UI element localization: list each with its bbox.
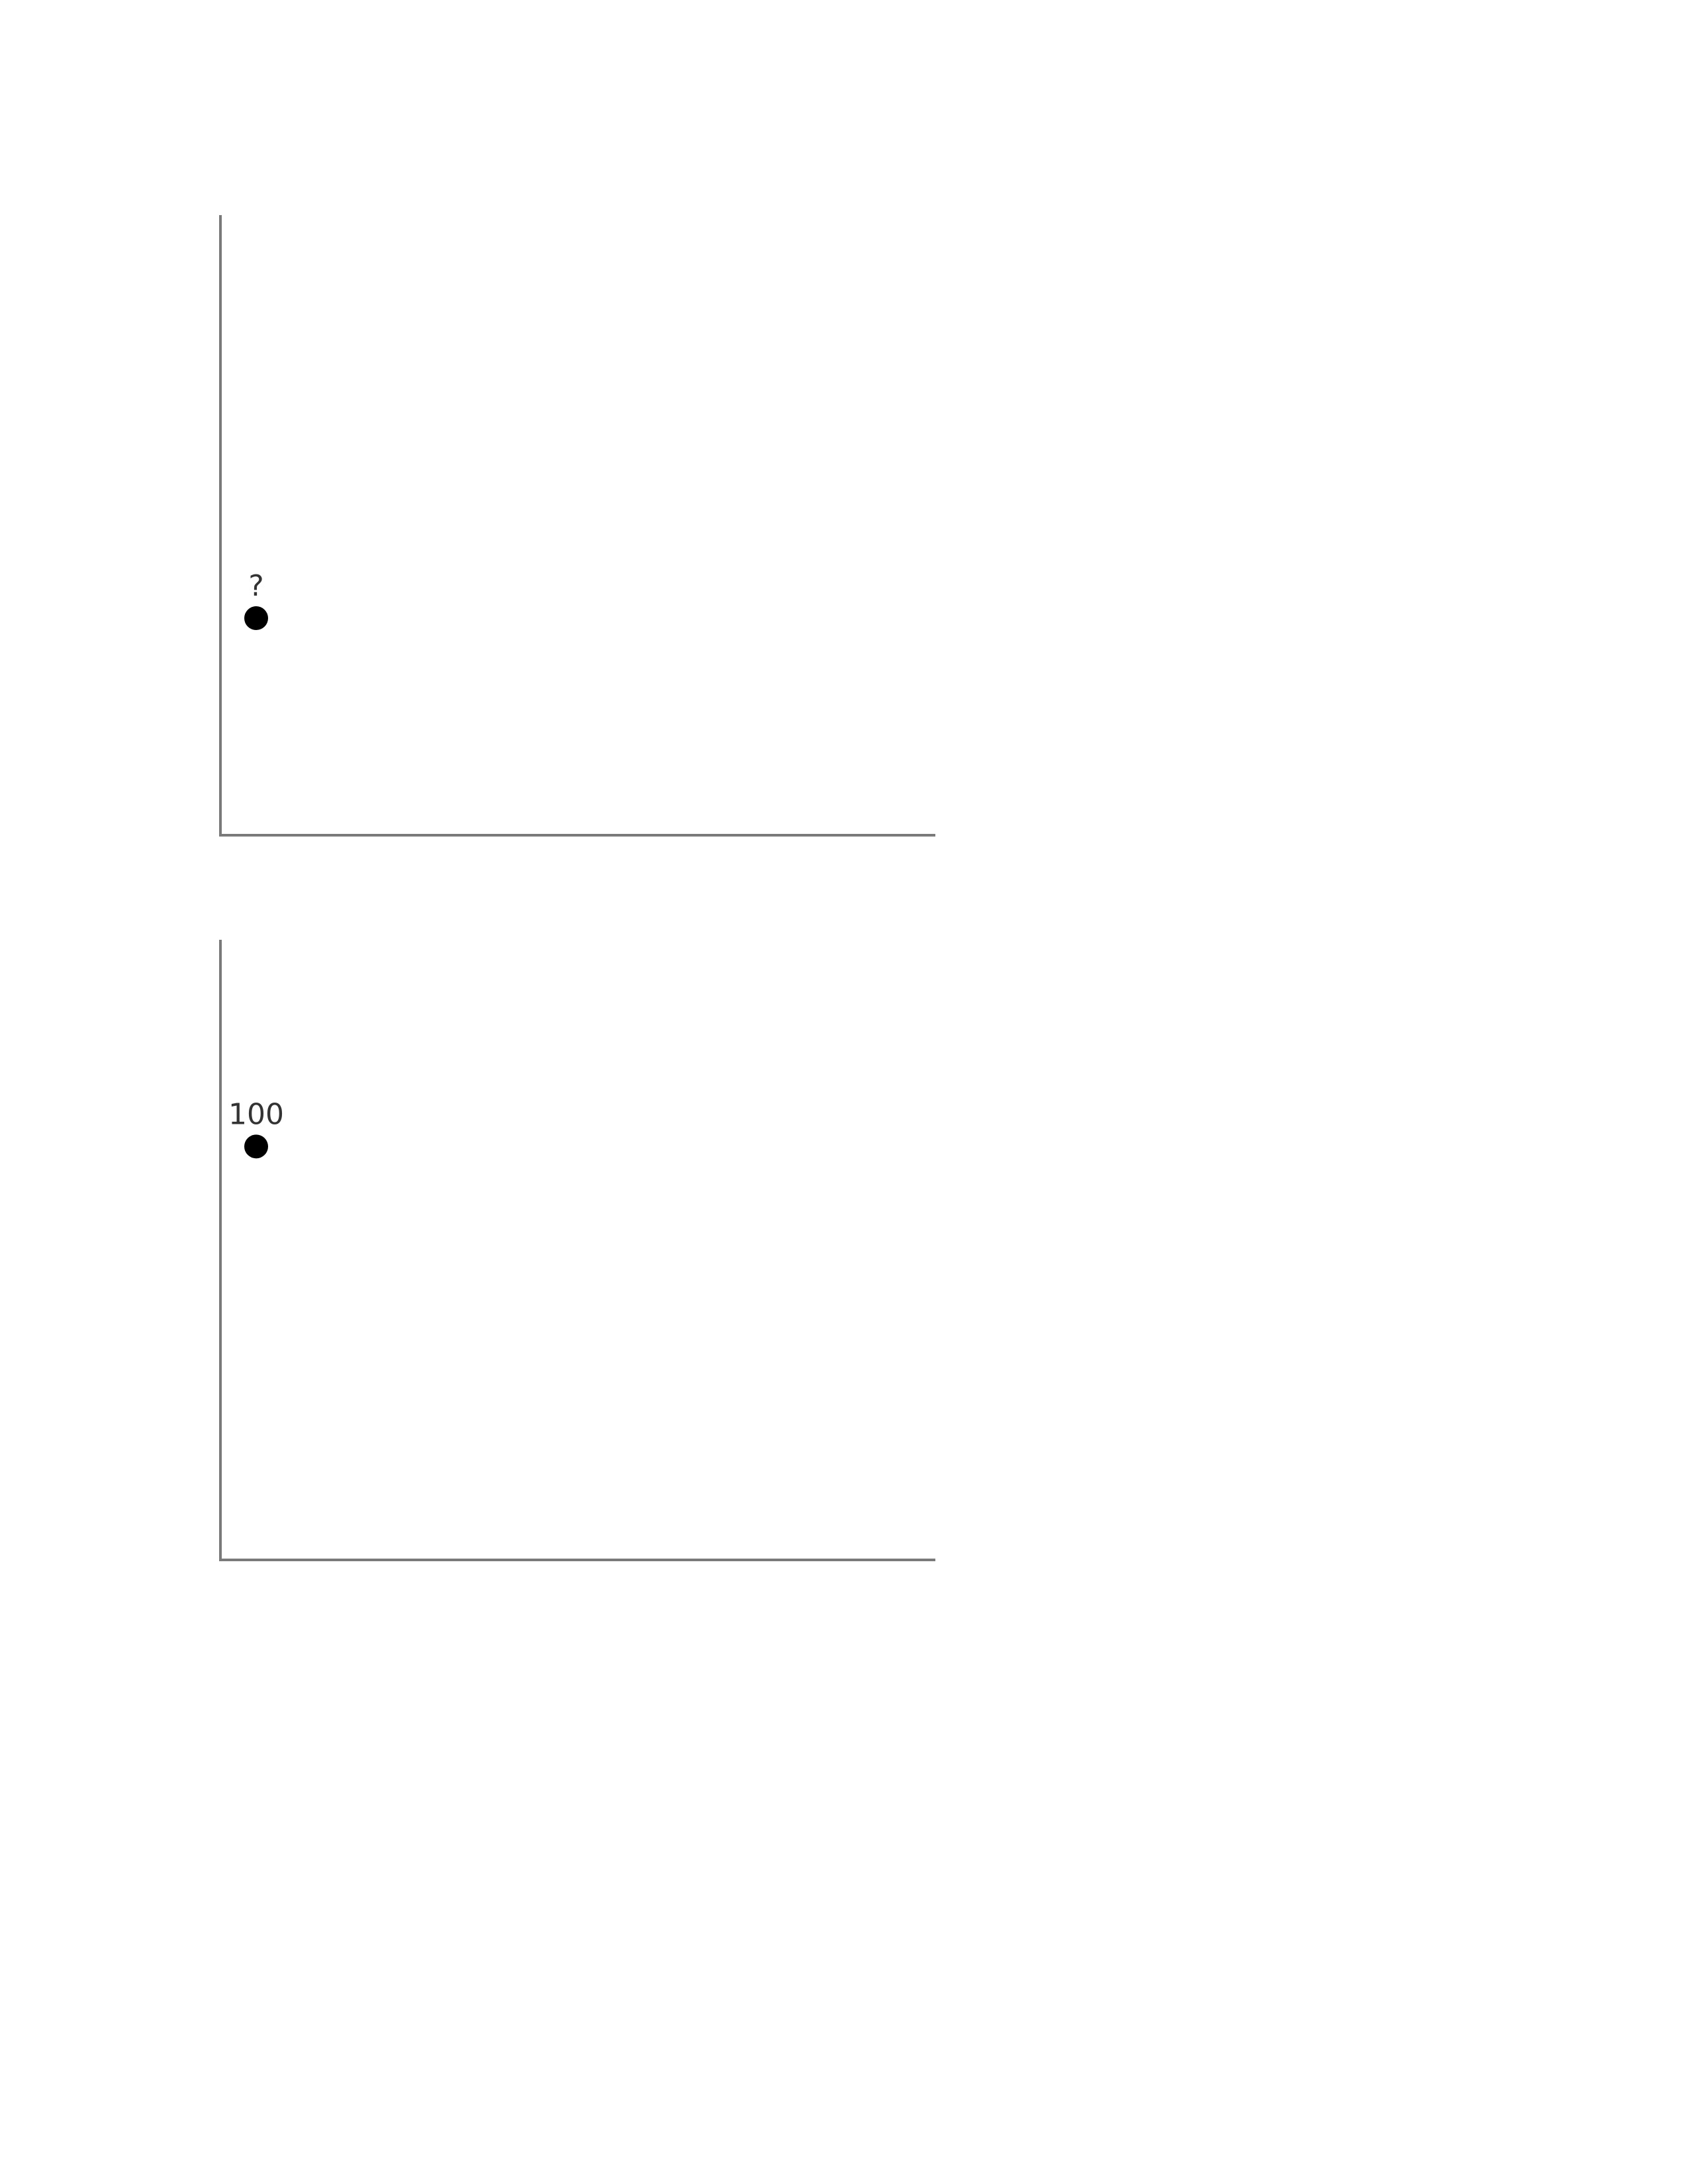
data-point [244, 606, 268, 630]
bottom-scatter-chart-svg [0, 890, 993, 1552]
series-points [228, 1097, 284, 1158]
data-point [244, 1134, 268, 1158]
data-label: ? [248, 569, 264, 604]
bottom-scatter-chart [0, 890, 993, 1552]
top-scatter-chart-svg [0, 165, 993, 827]
data-label: 100 [228, 1097, 284, 1132]
series-points [244, 569, 268, 630]
top-scatter-chart [0, 165, 993, 827]
